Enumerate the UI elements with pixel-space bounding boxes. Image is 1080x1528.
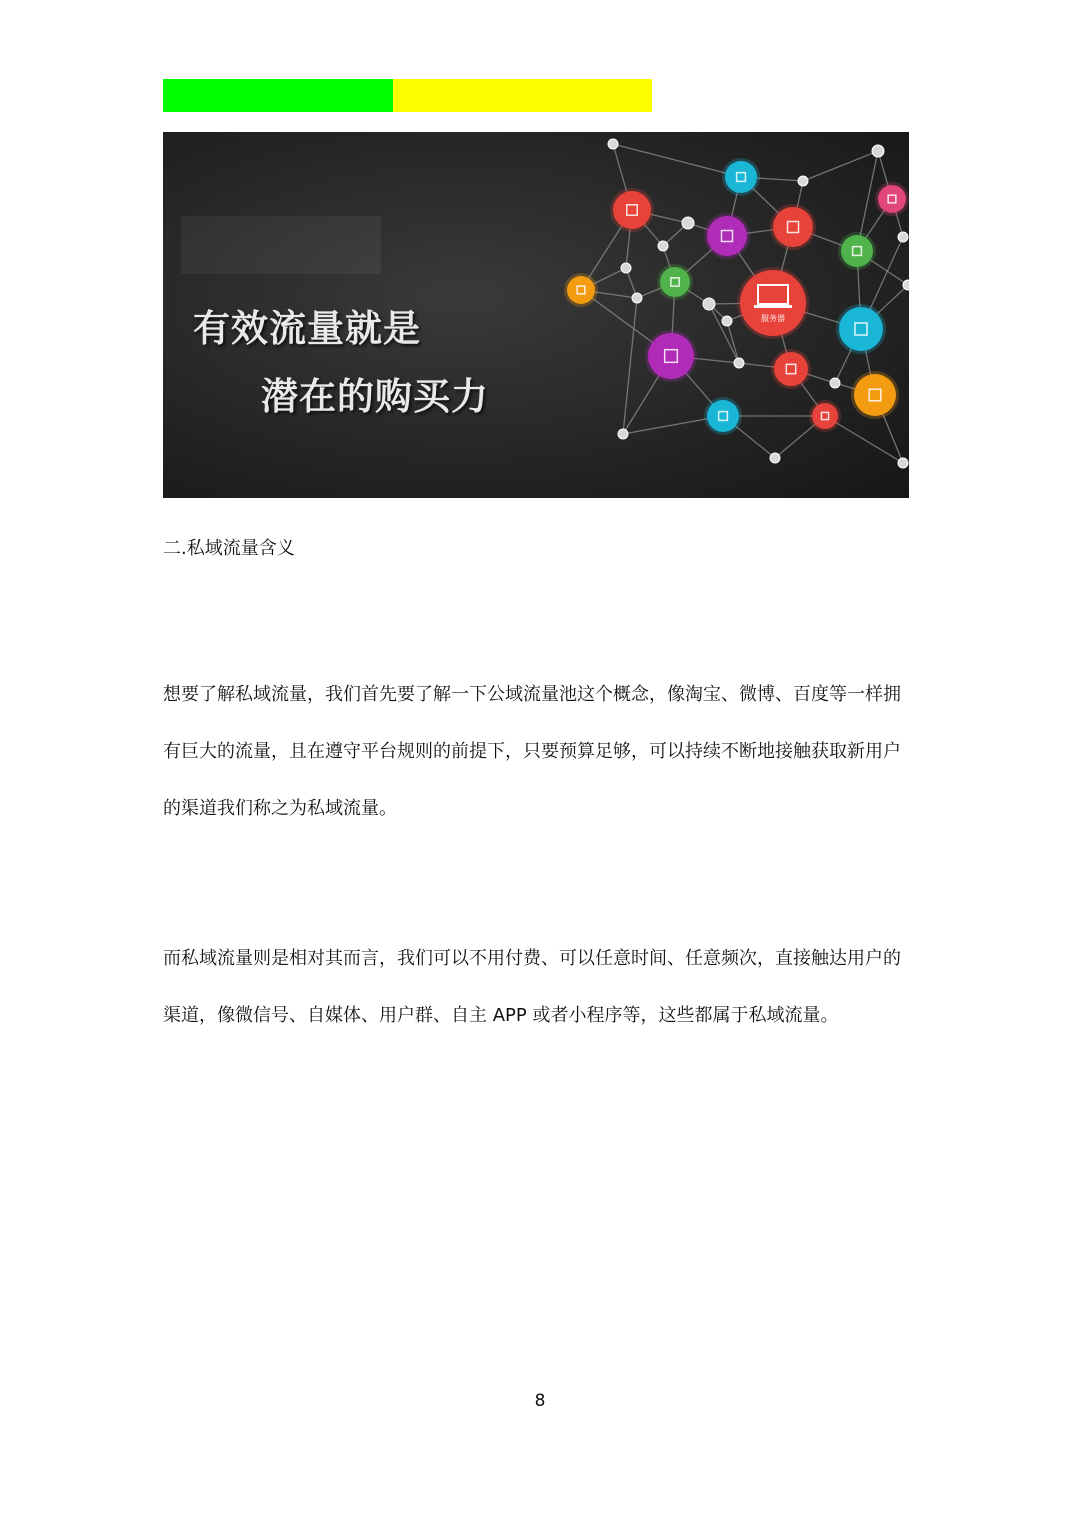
color-bar [163, 79, 652, 112]
color-bar-green [163, 79, 393, 112]
network-node [704, 213, 750, 259]
network-node [722, 316, 732, 326]
network-node [618, 429, 628, 439]
network-node [830, 378, 840, 388]
network-node [771, 349, 811, 389]
network-node [875, 182, 909, 216]
paragraph-1-line: 想要了解私域流量，我们首先要了解一下公域流量池这个概念，像淘宝、微博、百度等一样拥 [163, 684, 901, 705]
network-node [632, 293, 642, 303]
banner-headline-line2: 潜在的购买力 [261, 375, 489, 418]
network-node [610, 188, 654, 232]
network-node [851, 371, 899, 419]
network-node [657, 264, 693, 300]
network-edge [709, 304, 739, 363]
page-number: 8 [534, 1391, 546, 1411]
paragraph-2-line: 渠道，像微信号、自媒体、用户群、自主 APP 或者小程序等，这些都属于私域流量。 [163, 1005, 839, 1026]
banner-image [163, 132, 909, 498]
network-node [872, 145, 884, 157]
banner-headline-line1: 有效流量就是 [193, 307, 421, 350]
network-edge [613, 144, 741, 177]
network-node [734, 358, 744, 368]
paragraph-1-line: 有巨大的流量，且在遵守平台规则的前提下，只要预算足够，可以持续不断地接触获取新用户 [163, 741, 901, 762]
network-node [836, 304, 886, 354]
color-bar-yellow [393, 79, 652, 112]
network-node [564, 273, 598, 307]
network-node [608, 139, 618, 149]
network-node [658, 241, 668, 251]
network-node [682, 217, 694, 229]
network-node [798, 176, 808, 186]
paragraph-2-line: 而私域流量则是相对其而言，我们可以不用付费、可以任意时间、任意频次，直接触达用户的 [163, 948, 901, 969]
network-node [809, 400, 841, 432]
network-node [770, 204, 816, 250]
network-node [770, 453, 780, 463]
network-edge [803, 151, 878, 181]
paragraph-1 [163, 666, 923, 837]
network-node [704, 397, 742, 435]
network-center-node [737, 267, 809, 339]
network-node [722, 158, 760, 196]
network-node [645, 330, 697, 382]
network-node [903, 280, 909, 290]
section-heading: 二.私域流量含义 [163, 538, 295, 559]
network-node [621, 263, 631, 273]
network-node [898, 458, 908, 468]
network-node [838, 232, 876, 270]
center-node-label: 服务器 [761, 314, 785, 323]
network-node [898, 232, 908, 242]
paragraph-2 [163, 930, 923, 1044]
paragraph-1-line: 的渠道我们称之为私域流量。 [163, 798, 397, 819]
network-node [703, 298, 715, 310]
